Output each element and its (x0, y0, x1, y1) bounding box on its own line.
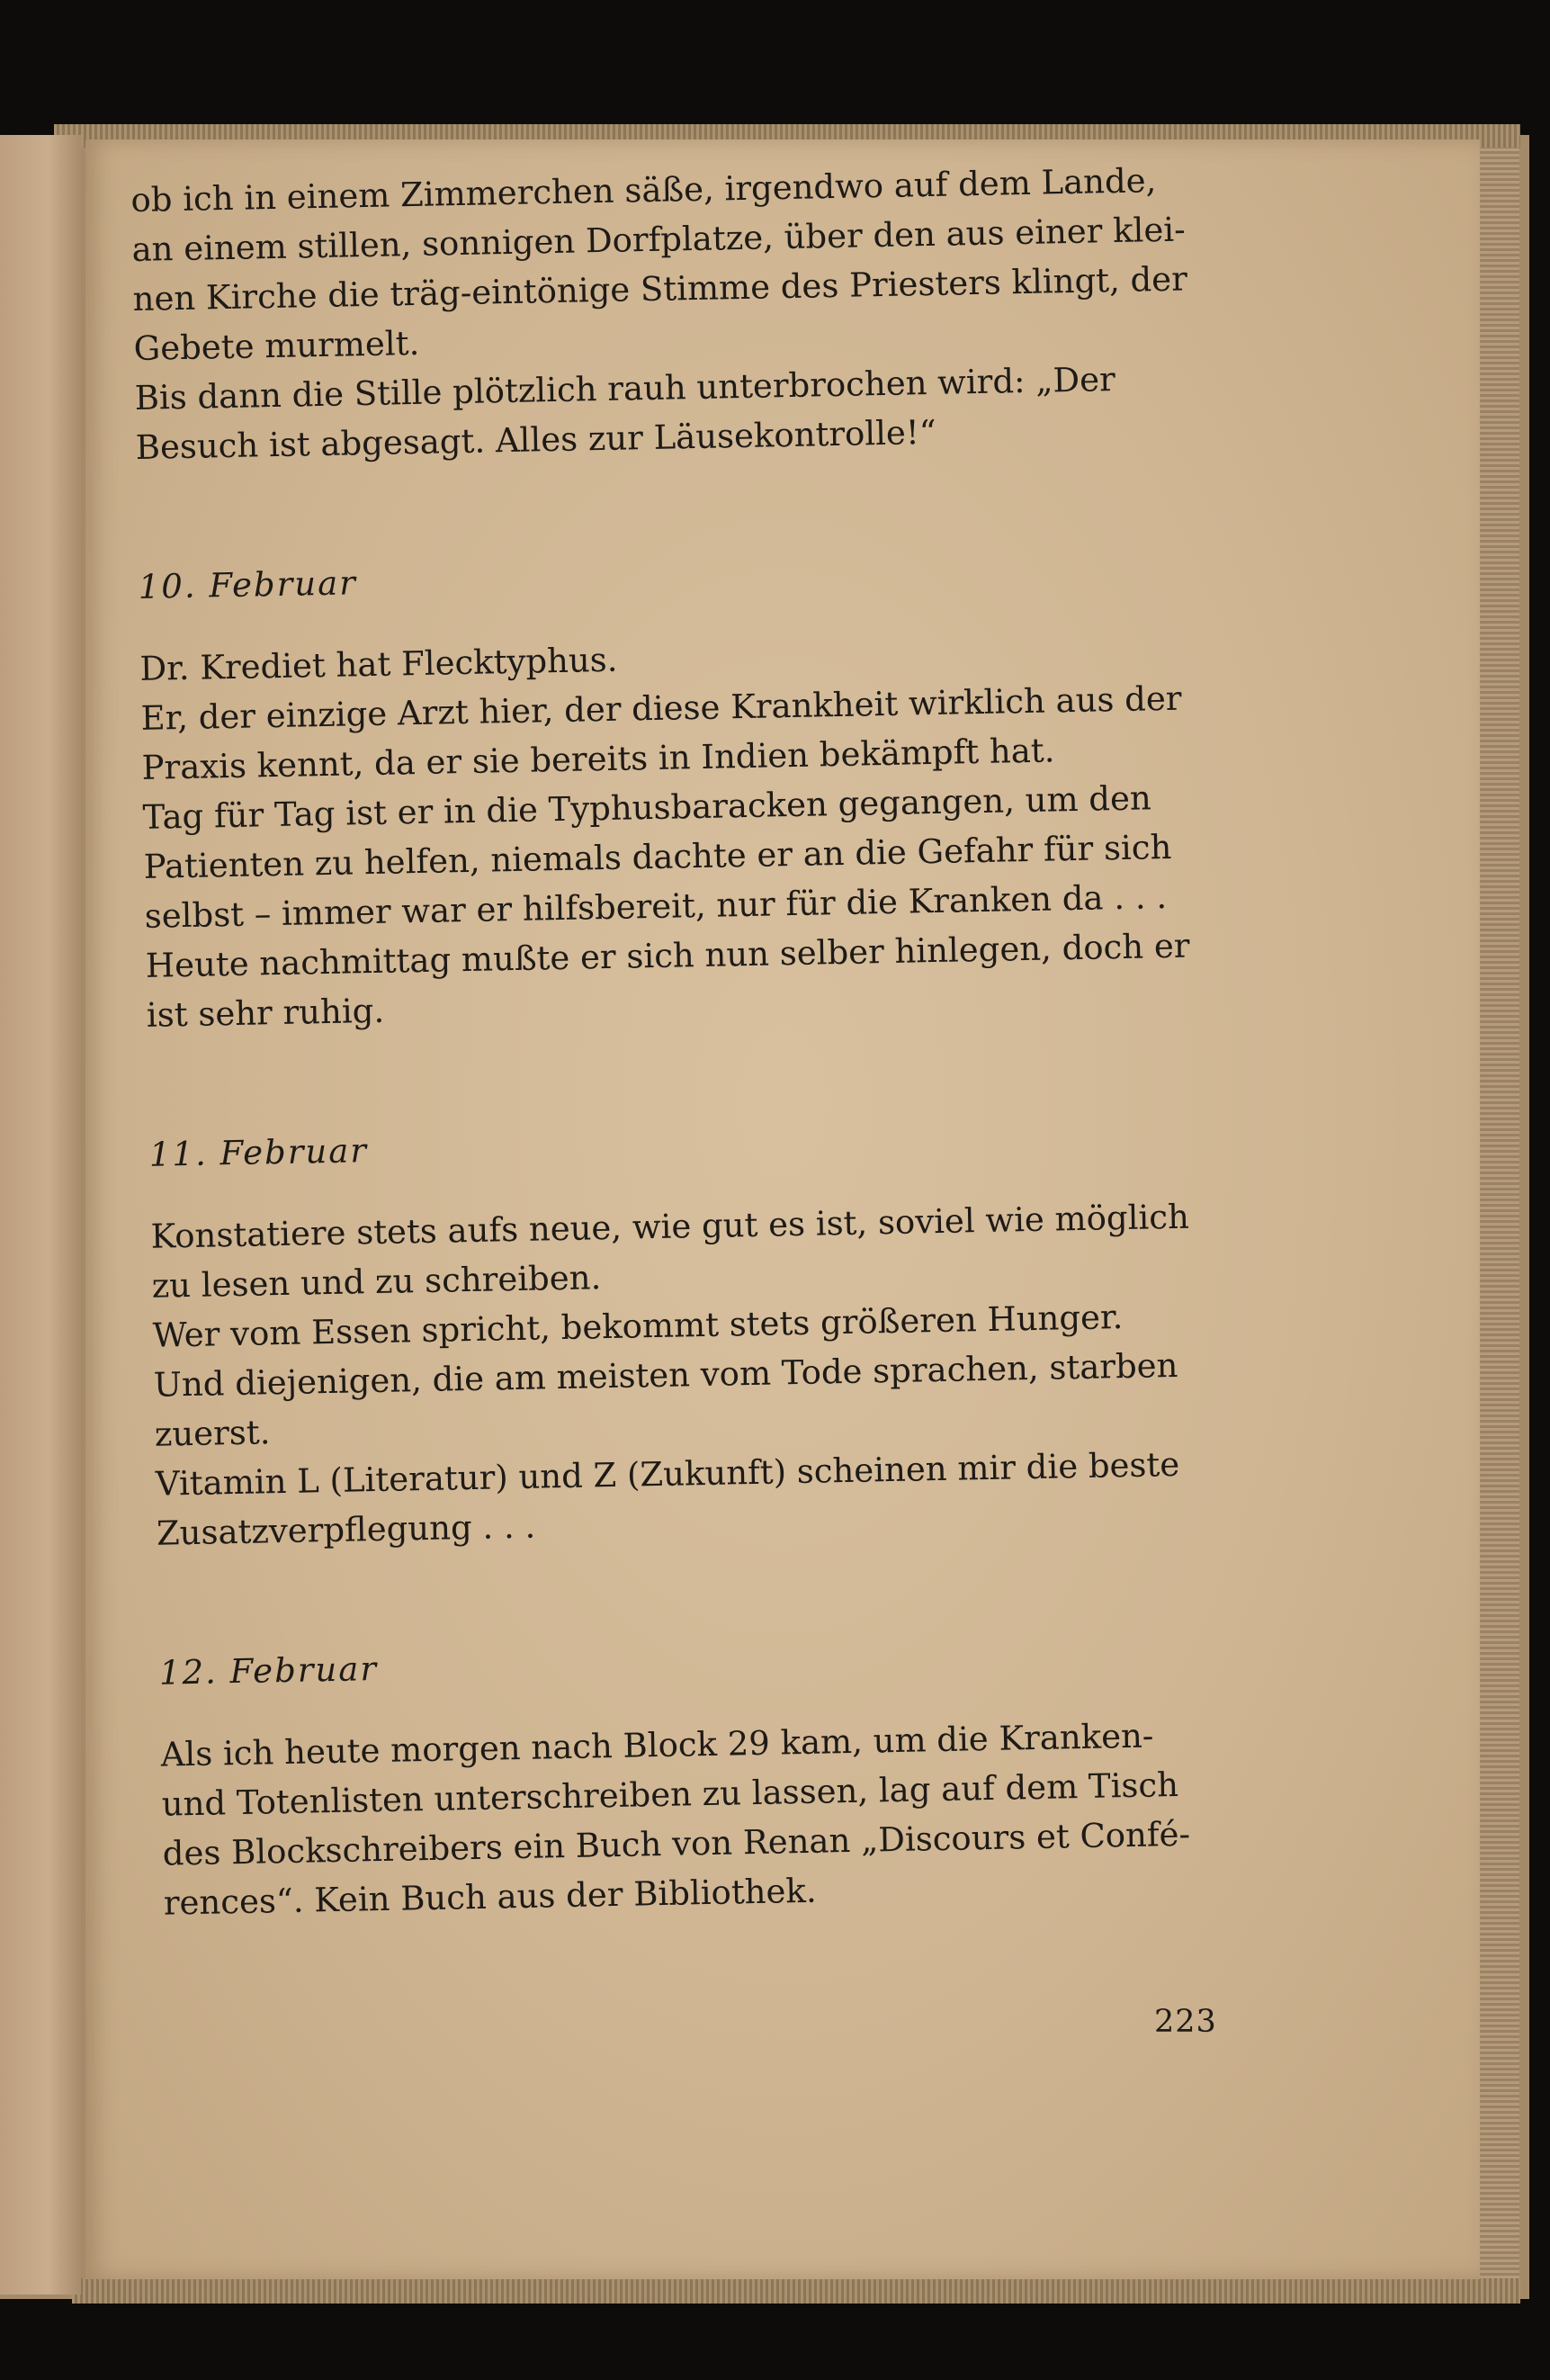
intro-paragraph (130, 155, 1220, 472)
text-line: Patienten zu helfen, niemals dachte er an die Gefahr für sich (143, 827, 1172, 886)
diary-entry-10-februar (138, 542, 1231, 1040)
text-line: Bis dann die Stille plötzlich rauh unterbrochen wird: „Der (134, 360, 1116, 418)
text-line: rences“. Kein Buch aus der Bibliothek. (163, 1871, 818, 1923)
text-line: Und diejenigen, die am meisten vom Tode sprachen, starben (153, 1345, 1178, 1405)
text-line: ob ich in einem Zimmerchen säße, irgendwo auf dem Lande, (130, 161, 1157, 220)
text-line: Zusatzverpflegung . . . (156, 1506, 536, 1553)
text-line: Praxis kennt, da er sie bereits in Indien bekämpft hat. (141, 731, 1055, 787)
text-line: Konstatiere stets aufs neue, wie gut es ist, soviel wie möglich (150, 1197, 1190, 1256)
text-line: des Blockschreibers ein Buch von Renan „Discours et Confé- (162, 1814, 1191, 1873)
text-line: Er, der einzige Arzt hier, der diese Krankheit wirklich aus der (140, 678, 1182, 738)
page-number: 223 (1154, 2004, 1217, 2040)
text-line: zuerst. (154, 1413, 271, 1454)
left-page-edge (0, 135, 81, 2295)
diary-entry-11-februar (148, 1109, 1241, 1558)
entry-date: 10. Februar (138, 563, 358, 606)
text-line: selbst – immer war er hilfsbereit, nur für die Kranken da . . . (144, 877, 1168, 936)
diary-entry-12-februar (158, 1628, 1248, 1928)
bottom-cloth-edge (72, 2278, 1520, 2304)
text-line: ist sehr ruhig. (146, 991, 385, 1035)
text-line: Besuch ist abgesagt. Alles zur Läusekontrolle!“ (135, 412, 937, 467)
text-line: Wer vom Essen spricht, bekommt stets größeren Hunger. (152, 1298, 1124, 1355)
text-line: Dr. Krediet hat Flecktyphus. (139, 640, 618, 688)
text-line: Gebete murmelt. (133, 323, 420, 368)
text-line: nen Kirche die träg-eintönige Stimme des Priesters klingt, der (132, 259, 1188, 319)
text-line: an einem stillen, sonnigen Dorfplatze, über den aus einer klei- (131, 210, 1187, 269)
entry-date: 12. Februar (158, 1649, 379, 1693)
text-line: und Totenlisten unterschreiben zu lassen, lag auf dem Tisch (161, 1765, 1179, 1824)
text-line: Als ich heute morgen nach Block 29 kam, um die Kranken- (160, 1716, 1154, 1774)
entry-date: 11. Februar (148, 1131, 369, 1174)
text-line: Heute nachmittag mußte er sich nun selber hinlegen, doch er (145, 926, 1190, 985)
text-line: zu lesen und zu schreiben. (151, 1258, 602, 1306)
page-text (130, 155, 1248, 1928)
text-line: Vitamin L (Literatur) und Z (Zukunft) scheinen mir die beste (155, 1444, 1180, 1504)
text-line: Tag für Tag ist er in die Typhusbaracken gegangen, um den (142, 778, 1152, 837)
